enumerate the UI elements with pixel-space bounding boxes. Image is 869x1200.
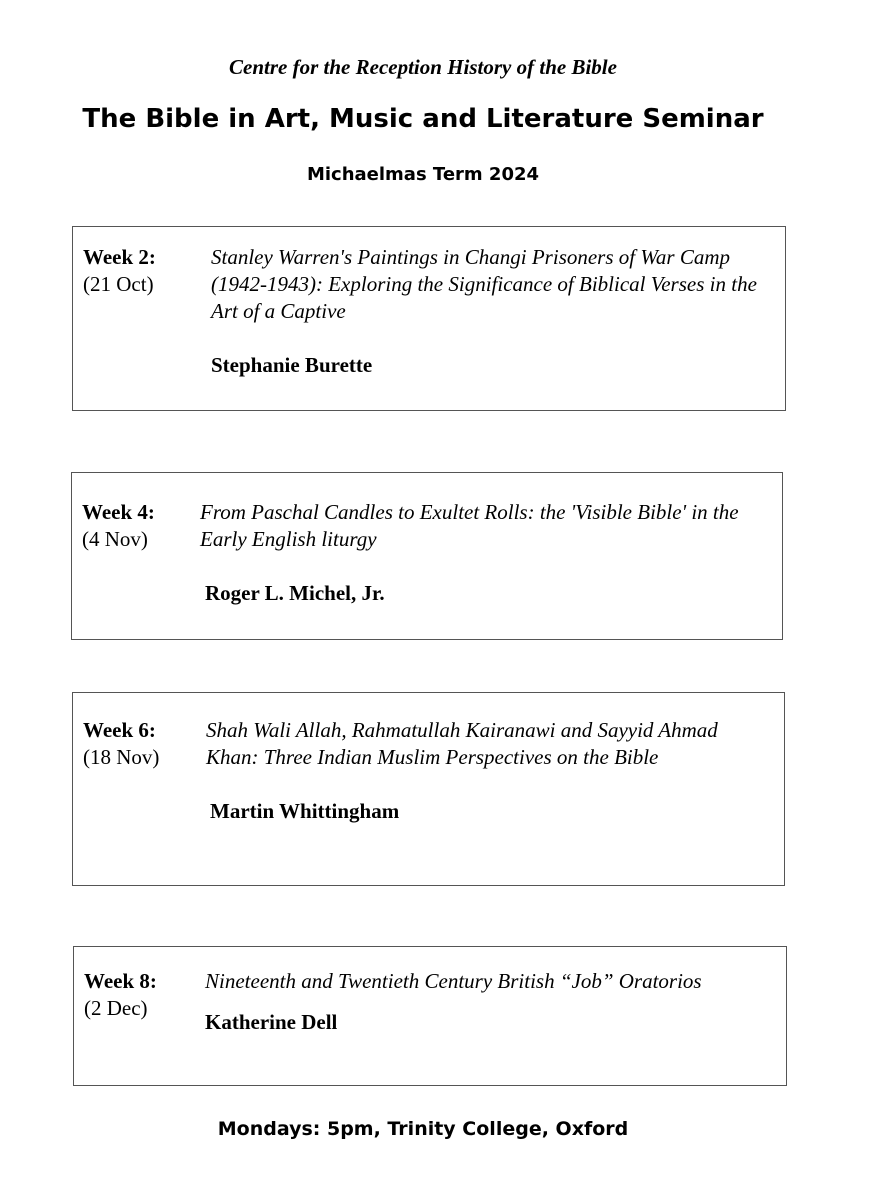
session-week-column bbox=[83, 717, 159, 771]
session-date: (2 Dec) bbox=[84, 996, 148, 1020]
session-talk-column bbox=[206, 717, 761, 825]
session-week-label: Week 6: bbox=[83, 718, 156, 742]
session-box-week-4 bbox=[71, 472, 783, 640]
speaker-name: Roger L. Michel, Jr. bbox=[205, 581, 385, 605]
schedule-footer: Mondays: 5pm, Trinity College, Oxford bbox=[217, 1118, 629, 1140]
session-week-label: Week 4: bbox=[82, 500, 155, 524]
session-box-week-6 bbox=[72, 692, 785, 886]
session-date: (21 Oct) bbox=[83, 272, 154, 296]
session-box-week-2 bbox=[72, 226, 786, 411]
speaker-name: Stephanie Burette bbox=[211, 353, 373, 377]
session-talk-column bbox=[211, 244, 771, 379]
speaker-name: Katherine Dell bbox=[205, 1010, 338, 1034]
session-week-column bbox=[83, 244, 156, 298]
organisation-heading: Centre for the Reception History of the Bible bbox=[229, 55, 617, 79]
page-title: The Bible in Art, Music and Literature Seminar bbox=[82, 104, 764, 134]
session-date: (18 Nov) bbox=[83, 745, 160, 769]
session-box-week-8 bbox=[73, 946, 787, 1086]
session-week-label: Week 2: bbox=[83, 245, 156, 269]
session-week-label: Week 8: bbox=[84, 969, 157, 993]
session-week-column bbox=[82, 499, 155, 553]
talk-title: From Paschal Candles to Exultet Rolls: the 'Visible Bible' in the Early English liturgy bbox=[200, 500, 739, 551]
session-week-column bbox=[84, 968, 157, 1022]
session-talk-column bbox=[205, 968, 780, 1036]
talk-title: Nineteenth and Twentieth Century British “Job” Oratorios bbox=[205, 969, 702, 993]
talk-title: Shah Wali Allah, Rahmatullah Kairanawi and Sayyid Ahmad Khan: Three Indian Muslim Perspectives on the Bible bbox=[206, 718, 718, 769]
speaker-name: Martin Whittingham bbox=[210, 799, 400, 823]
session-talk-column bbox=[200, 499, 770, 607]
term-heading: Michaelmas Term 2024 bbox=[306, 164, 540, 185]
session-date: (4 Nov) bbox=[82, 527, 148, 551]
talk-title: Stanley Warren's Paintings in Changi Prisoners of War Camp (1942-1943): Exploring the Significance of Biblical Verses in the Art of a Captive bbox=[211, 245, 757, 323]
